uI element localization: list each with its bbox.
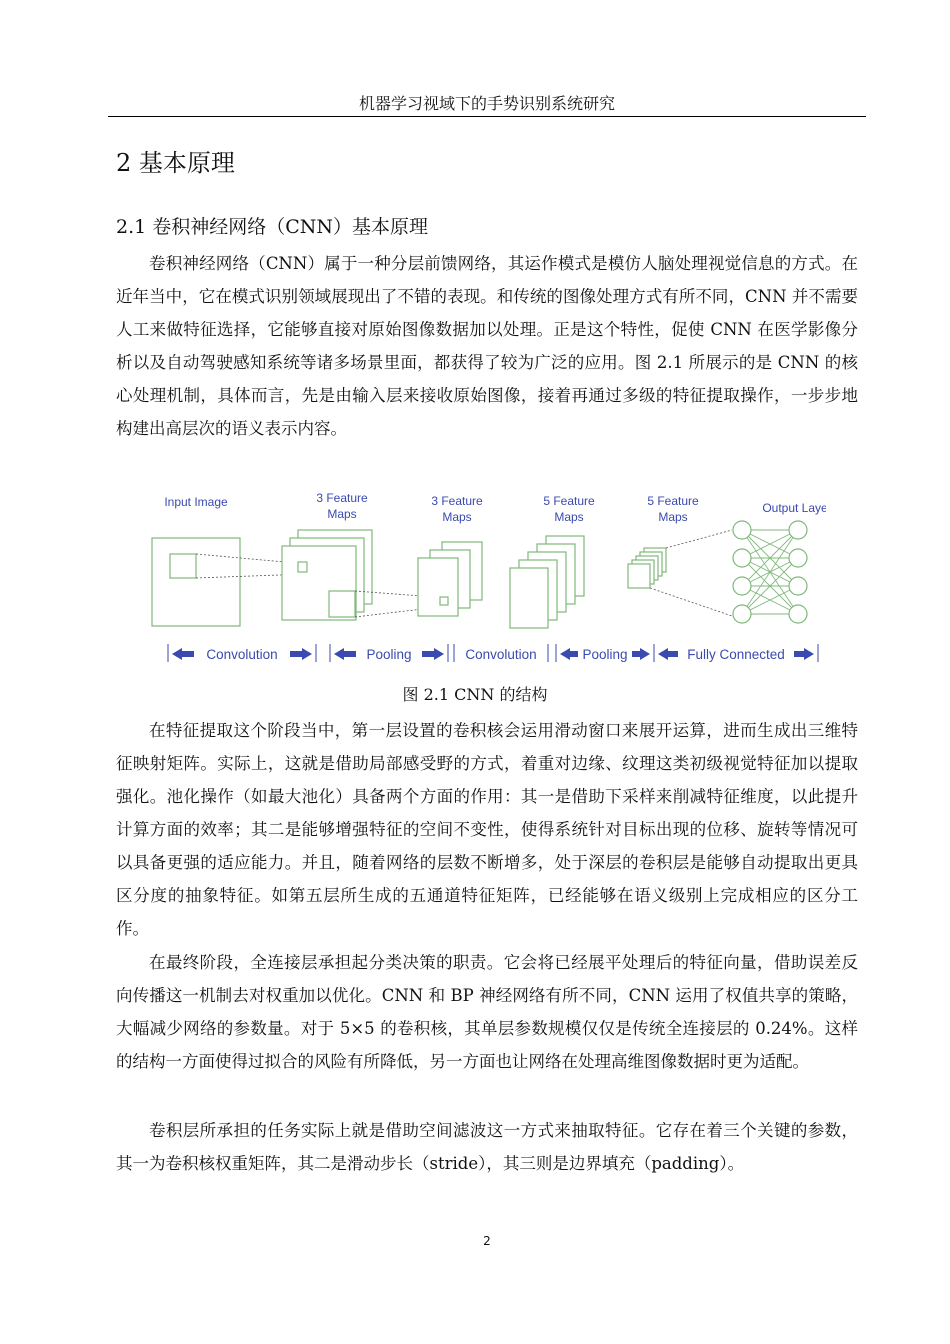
- arrow-left-icon: [658, 648, 678, 660]
- input-image-box: [152, 538, 240, 626]
- label-fm4-line2: Maps: [658, 510, 688, 524]
- stage-convolution-2: Convolution: [465, 647, 537, 662]
- chapter-title: 2 基本原理: [116, 149, 235, 177]
- section-title: 2.1 卷积神经网络（CNN）基本原理: [116, 216, 429, 238]
- label-output-layer: Output Layer: [762, 501, 826, 515]
- label-fm2-line2: Maps: [442, 510, 472, 524]
- pool-window: [329, 591, 355, 617]
- stage-convolution-1: Convolution: [206, 647, 278, 662]
- label-fm4-line1: 5 Feature: [647, 494, 699, 508]
- figure-caption: 图 2.1 CNN 的结构: [402, 685, 548, 704]
- fc-neuron: [733, 549, 751, 567]
- feature-map-pool1: [418, 558, 458, 616]
- label-fm1-line1: 3 Feature: [316, 491, 368, 505]
- receptive-field-box: [170, 554, 196, 578]
- label-fm2-line1: 3 Feature: [431, 494, 483, 508]
- label-input-image: Input Image: [164, 495, 228, 509]
- arrow-right-icon: [794, 648, 814, 660]
- paragraph-1: 卷积神经网络（CNN）属于一种分层前馈网络，其运作模式是模仿人脑处理视觉信息的方式。在近年当中，它在模式识别领域展现出了不错的表现。和传统的图像处理方式有所不同，CNN 并不需要人工来做特征选择，它能够直接对原始图像数据加以处理。正是这个特性，促使 CNN 在医学影像分析以及自动驾驶感知系统等诸多场景里面，都获得了较为广泛的应用。图 2.1 所展示的是 CNN 的核心处理机制，具体而言，先是由输入层来接收原始图像，接着再通过多级的特征提取操作，一步步地构建出高层次的语义表示内容。: [116, 254, 858, 438]
- label-fm3-line1: 5 Feature: [543, 494, 595, 508]
- fc-connections: [742, 530, 798, 614]
- arrow-left-icon: [172, 648, 194, 660]
- arrow-right-icon: [290, 648, 312, 660]
- paragraph-4: 卷积层所承担的任务实际上就是借助空间滤波这一方式来抽取特征。它存在着三个关键的参数，其一为卷积核权重矩阵，其二是滑动步长（stride），其三则是边界填充（padding）。: [116, 1121, 858, 1173]
- output-neuron: [789, 605, 807, 623]
- paragraph-3: 在最终阶段，全连接层承担起分类决策的职责。它会将已经展平处理后的特征向量，借助误差反向传播这一机制去对权重加以优化。CNN 和 BP 神经网络有所不同，CNN 运用了权值共享的策略，大幅减少网络的参数量。对于 5×5 的卷积核，其单层参数规模仅仅是传统全连接层的 0.24%。这样的结构一方面使得过拟合的风险有所降低，另一方面也让网络在处理高维图像数据时更为适配。: [116, 953, 858, 1071]
- paragraph-2: 在特征提取这个阶段当中，第一层设置的卷积核会运用滑动窗口来展开运算，进而生成出三维特征映射矩阵。实际上，这就是借助局部感受野的方式，着重对边缘、纹理这类初级视觉特征加以提取强化。池化操作（如最大池化）具备两个方面的作用：其一是借助下采样来削减特征维度，以此提升计算方面的效率；其二是能够增强特征的空间不变性，使得系统针对目标出现的位移、旋转等情况可以具备更强的适应能力。并且，随着网络的层数不断增多，处于深层的卷积层是能够自动提取出更具区分度的抽象特征。如第五层所生成的五通道特征矩阵，已经能够在语义级别上完成相应的区分工作。: [116, 721, 858, 938]
- output-neuron: [789, 577, 807, 595]
- arrow-left-icon: [334, 648, 356, 660]
- pool1-window: [440, 597, 448, 605]
- fc-neuron: [733, 577, 751, 595]
- arrow-right-icon: [422, 648, 444, 660]
- arrow-right-icon: [632, 648, 650, 660]
- stage-fully-connected: Fully Connected: [687, 647, 785, 662]
- fc-neuron: [733, 605, 751, 623]
- running-header: 机器学习视域下的手势识别系统研究: [358, 94, 615, 113]
- cnn-diagram: [146, 488, 826, 668]
- arrow-left-icon: [560, 648, 578, 660]
- label-fm1-line2: Maps: [327, 507, 357, 521]
- header-rule: [108, 116, 866, 117]
- fc-neuron: [733, 521, 751, 539]
- label-fm3-line2: Maps: [554, 510, 584, 524]
- page-number: 2: [483, 1234, 491, 1248]
- stage-pooling-2: Pooling: [582, 647, 628, 662]
- feature-map-pool2: [628, 564, 650, 588]
- stage-pooling-1: Pooling: [366, 647, 412, 662]
- feature-map-conv2: [510, 568, 548, 628]
- output-neuron: [789, 521, 807, 539]
- cnn-structure-figure: [146, 488, 826, 668]
- conv1-window: [298, 562, 307, 572]
- output-neuron: [789, 549, 807, 567]
